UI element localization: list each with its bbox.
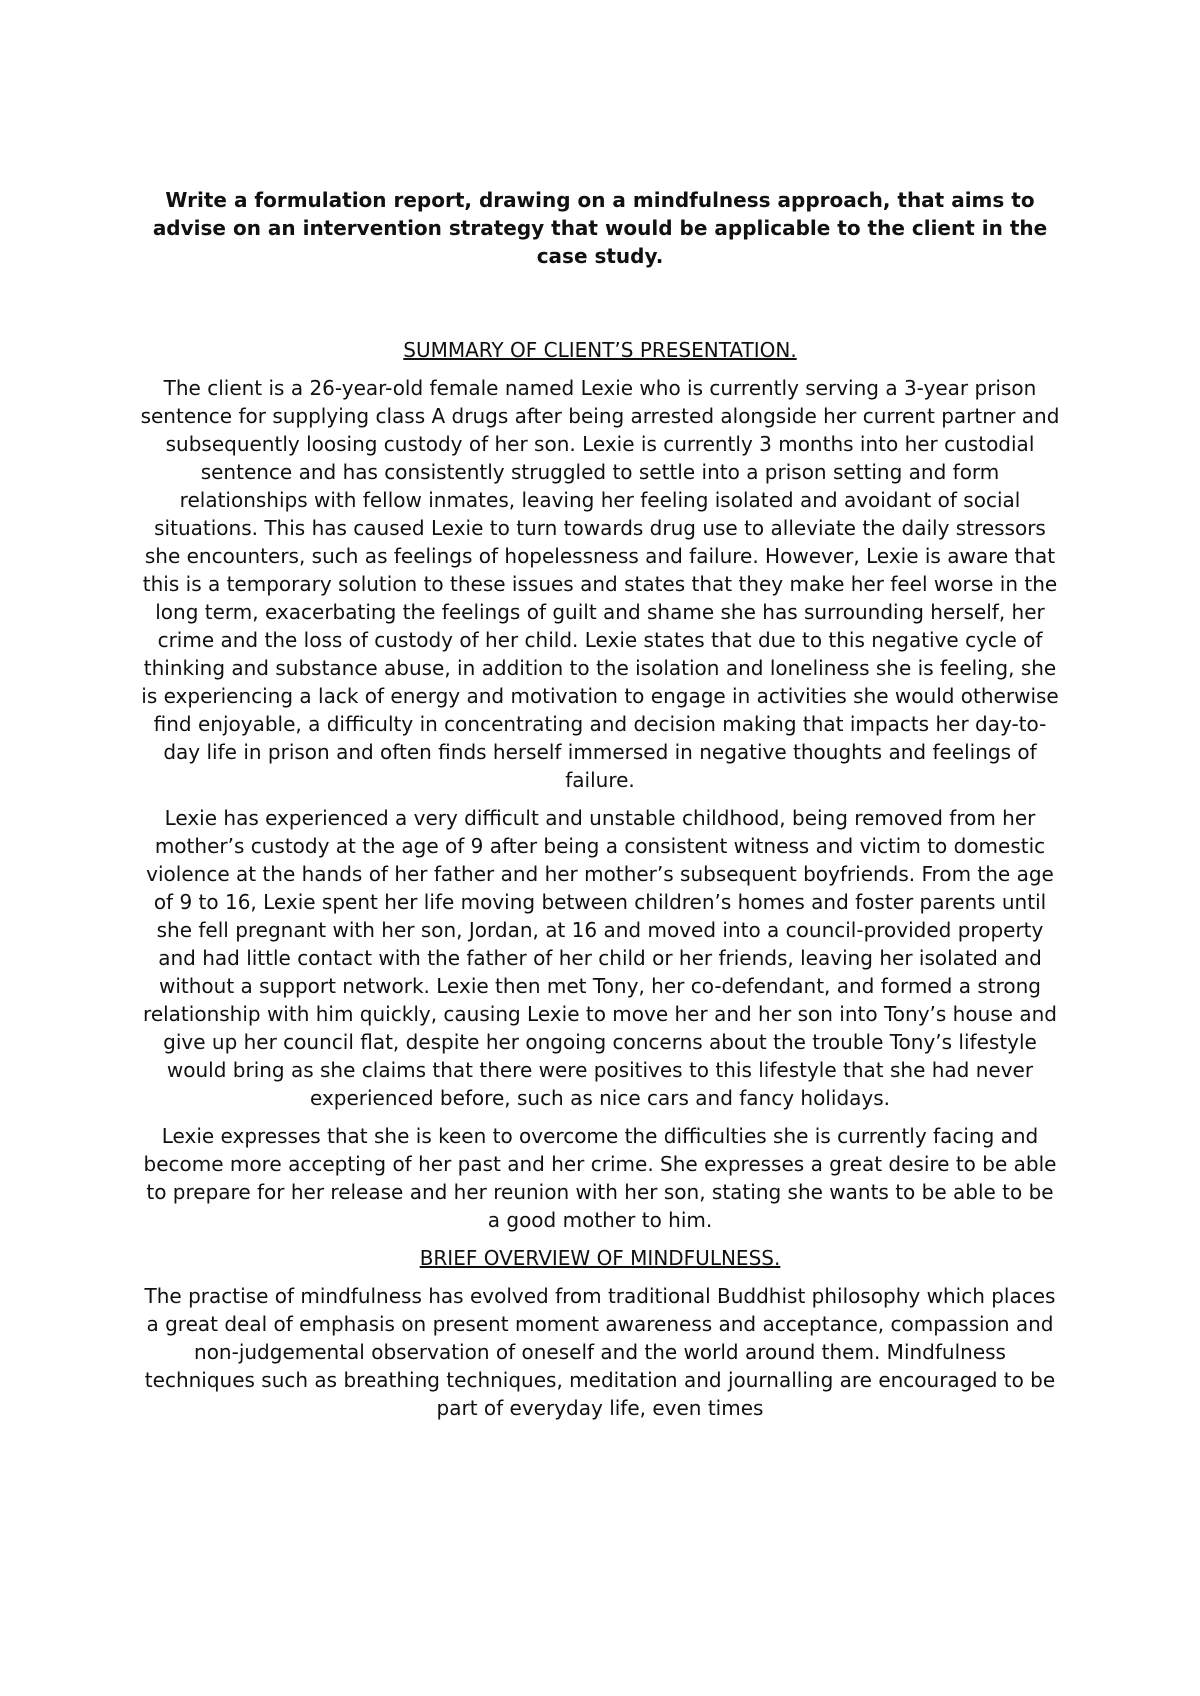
document-page bbox=[140, 186, 1060, 1432]
paragraph: The practise of mindfulness has evolved from traditional Buddhist philosophy which places a great deal of emphasis on present moment awareness and acceptance, compassion and non-judgemental observation of oneself and the world around them. Mindfulness techniques such as breathing techniques, meditation and journalling are encouraged to be part of everyday life, even times bbox=[144, 1284, 1056, 1420]
document-title: Write a formulation report, drawing on a mindfulness approach, that aims to advise on an intervention strategy that would be applicable to the client in the case study. bbox=[152, 188, 1048, 268]
paragraph: Lexie has experienced a very difficult and unstable childhood, being removed from her mother’s custody at the age of 9 after being a consistent witness and victim to domestic violence at the hands of her father and her mother’s subsequent boyfriends. From the age of 9 to 16, Lexie spent her life moving between children’s homes and foster parents until she fell pregnant with her son, Jordan, at 16 and moved into a council-provided property and had little contact with the father of her child or her friends, leaving her isolated and without a support network. Lexie then met Tony, her co-defendant, and formed a strong relationship with him quickly, causing Lexie to move her and her son into Tony’s house and give up her council flat, despite her ongoing concerns about the trouble Tony’s lifestyle would bring as she claims that there were positives to this lifestyle that she had never experienced before, such as nice cars and fancy holidays. bbox=[143, 806, 1057, 1110]
paragraph: The client is a 26-year-old female named Lexie who is currently serving a 3-year prison sentence for supplying class A drugs after being arrested alongside her current partner and subsequently loosing custody of her son. Lexie is currently 3 months into her custodial sentence and has consistently struggled to settle into a prison setting and form relationships with fellow inmates, leaving her feeling isolated and avoidant of social situations. This has caused Lexie to turn towards drug use to alleviate the daily stressors she encounters, such as feelings of hopelessness and failure. However, Lexie is aware that this is a temporary solution to these issues and states that they make her feel worse in the long term, exacerbating the feelings of guilt and shame she has surrounding herself, her crime and the loss of custody of her child. Lexie states that due to this negative cycle of thinking and substance abuse, in addition to the isolation and loneliness she is feeling, she is experiencing a lack of energy and motivation to engage in activities she would otherwise find enjoyable, a difficulty in concentrating and decision making that impacts her day-to-day life in prison and often finds herself immersed in negative thoughts and feelings of failure. bbox=[140, 376, 1060, 792]
section-heading-mindfulness-overview: BRIEF OVERVIEW OF MINDFULNESS. bbox=[419, 1246, 781, 1270]
paragraph: Lexie expresses that she is keen to overcome the difficulties she is currently facing and become more accepting of her past and her crime. She expresses a great desire to be able to prepare for her release and her reunion with her son, stating she wants to be able to be a good mother to him. bbox=[143, 1124, 1057, 1232]
section-heading-client-summary: SUMMARY OF CLIENT’S PRESENTATION. bbox=[403, 338, 797, 362]
